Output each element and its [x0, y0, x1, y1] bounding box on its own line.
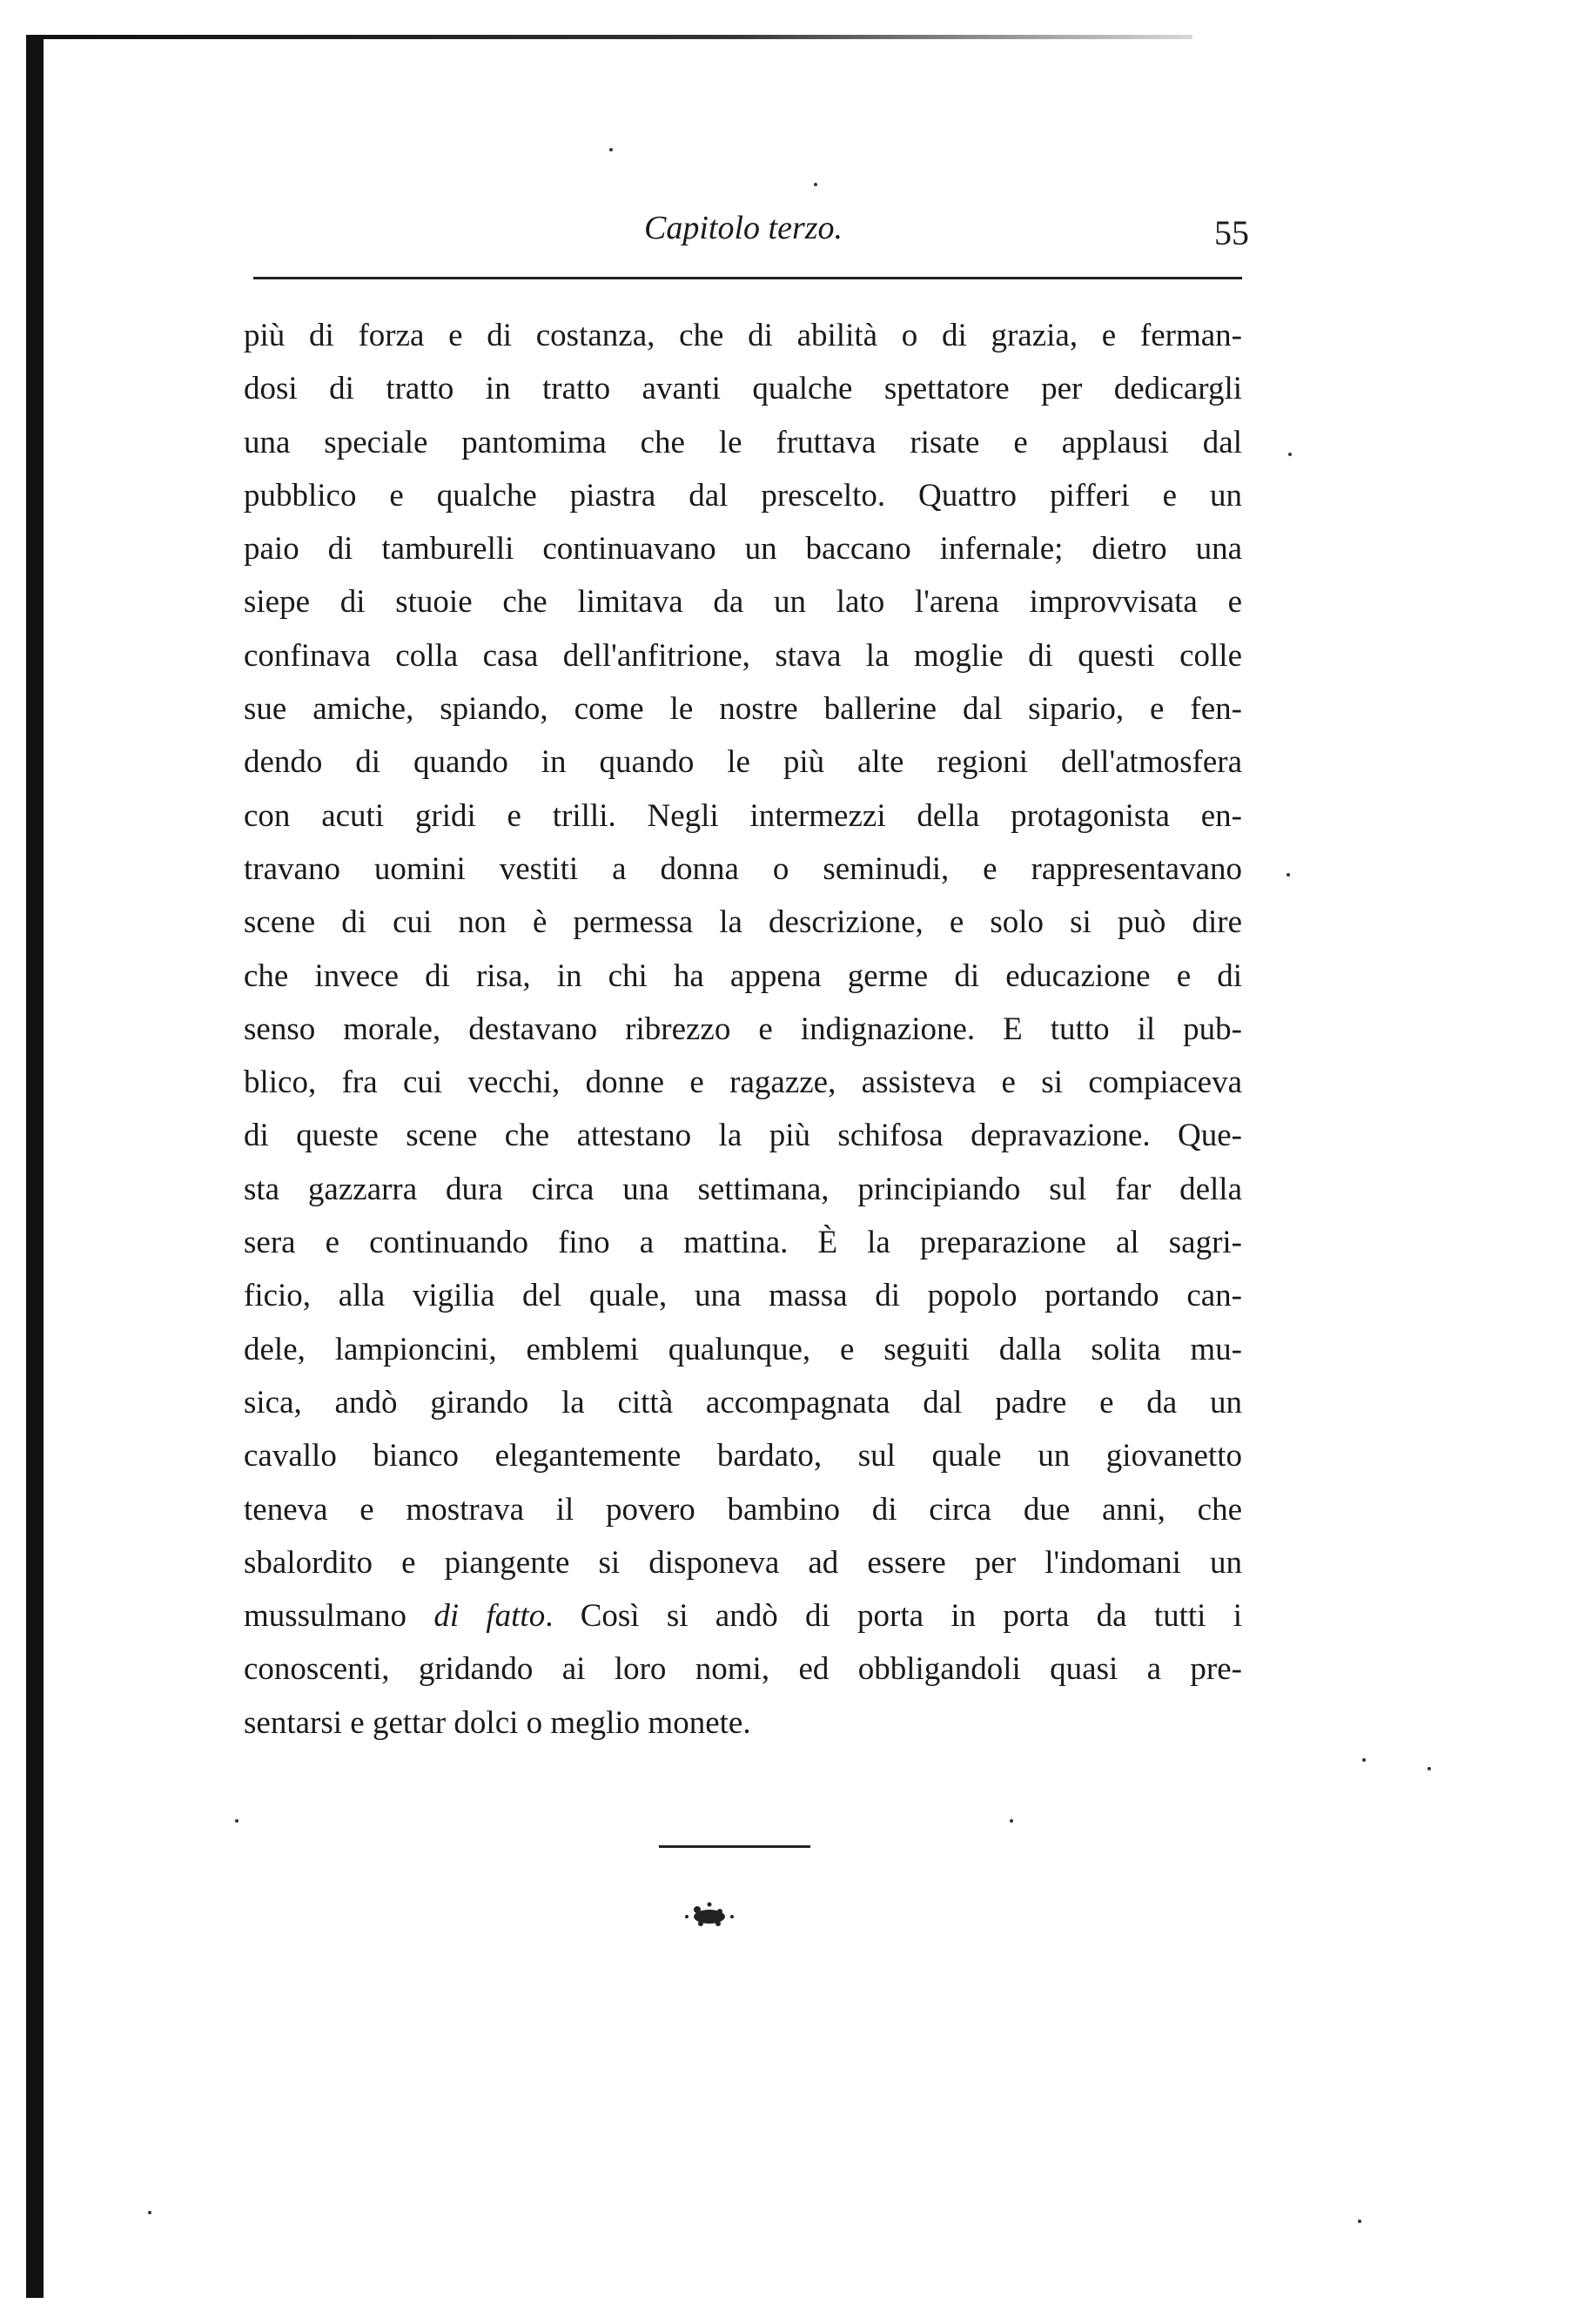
scan-speck — [1010, 1819, 1013, 1823]
text-line: teneva e mostrava il povero bambino di circa due anni, che — [244, 1491, 1242, 1528]
scan-speck — [148, 2211, 151, 2214]
text-line: pubblico e qualche piastra dal prescelto. Quattro pifferi e un — [244, 477, 1242, 514]
text-line: sta gazzarra dura circa una settimana, principiando sul far della — [244, 1171, 1242, 1207]
text-line: sentarsi e gettar dolci o meglio monete. — [244, 1704, 751, 1741]
scan-top-edge — [26, 35, 1192, 39]
text-line: che invece di risa, in chi ha appena germe di educazione e di — [244, 957, 1242, 994]
text-line: sica, andò girando la città accompagnata dal padre e da un — [244, 1384, 1242, 1421]
scan-speck — [235, 1819, 238, 1823]
italic-phrase: di fatto — [433, 1598, 546, 1635]
text-line: una speciale pantomima che le fruttava risate e applausi dal — [244, 424, 1242, 460]
text-line: siepe di stuoie che limitava da un lato l'arena improvvisata e — [244, 584, 1242, 621]
text-line: con acuti gridi e trilli. Negli intermezzi della protagonista en- — [244, 797, 1242, 834]
scan-speck — [814, 183, 817, 186]
text-line: sera e continuando fino a mattina. È la preparazione al sagri- — [244, 1225, 1242, 1261]
text-line: di queste scene che attestano la più schifosa depravazione. Que- — [244, 1118, 1242, 1154]
scan-speck — [1362, 1758, 1366, 1762]
page-number: 55 — [1214, 213, 1249, 252]
text-line: scene di cui non è permessa la descrizione, e solo si può dire — [244, 904, 1242, 941]
scan-speck — [609, 148, 613, 151]
text-line: paio di tamburelli continuavano un baccano infernale; dietro una — [244, 531, 1242, 568]
text-line: confinava colla casa dell'anfitrione, stava la moglie di questi colle — [244, 637, 1242, 674]
body-text — [244, 309, 1242, 1750]
text-span: . Così si andò di porta in porta da tutti i — [545, 1598, 1242, 1635]
text-line: ficio, alla vigilia del quale, una massa di popolo portando can- — [244, 1278, 1242, 1314]
text-line: blico, fra cui vecchi, donne e ragazze, assisteva e si compiaceva — [244, 1065, 1242, 1101]
text-line: dendo di quando in quando le più alte regioni dell'atmosfera — [244, 744, 1242, 781]
text-line: dosi di tratto in tratto avanti qualche spettatore per dedicargli — [244, 371, 1242, 407]
end-rule — [659, 1845, 810, 1848]
text-line: sbalordito e piangente si disponeva ad essere per l'indomani un — [244, 1544, 1242, 1581]
header-rule — [253, 277, 1242, 279]
scan-speck — [1288, 453, 1292, 456]
scan-speck — [1358, 2220, 1361, 2223]
fleuron-ornament-icon — [675, 1897, 744, 1932]
text-line: travano uomini vestiti a donna o seminudi, e rappresentavano — [244, 850, 1242, 887]
text-span: mussulmano — [244, 1598, 434, 1635]
text-line: conoscenti, gridando ai loro nomi, ed obbligandoli quasi a pre- — [244, 1651, 1242, 1688]
text-line: senso morale, destavano ribrezzo e indignazione. E tutto il pub- — [244, 1011, 1242, 1047]
text-line: più di forza e di costanza, che di abilità o di grazia, e ferman- — [244, 318, 1242, 353]
scan-speck — [1427, 1767, 1431, 1770]
text-line: dele, lampioncini, emblemi qualunque, e seguiti dalla solita mu- — [244, 1331, 1242, 1367]
running-title: Capitolo terzo. — [644, 210, 843, 246]
text-line: cavallo bianco elegantemente bardato, sul quale un giovanetto — [244, 1438, 1242, 1474]
text-line: sue amiche, spiando, come le nostre ballerine dal sipario, e fen- — [244, 691, 1242, 728]
page-binding-edge — [26, 35, 44, 2298]
text-line — [244, 1589, 1242, 1642]
scan-speck — [1286, 873, 1290, 877]
